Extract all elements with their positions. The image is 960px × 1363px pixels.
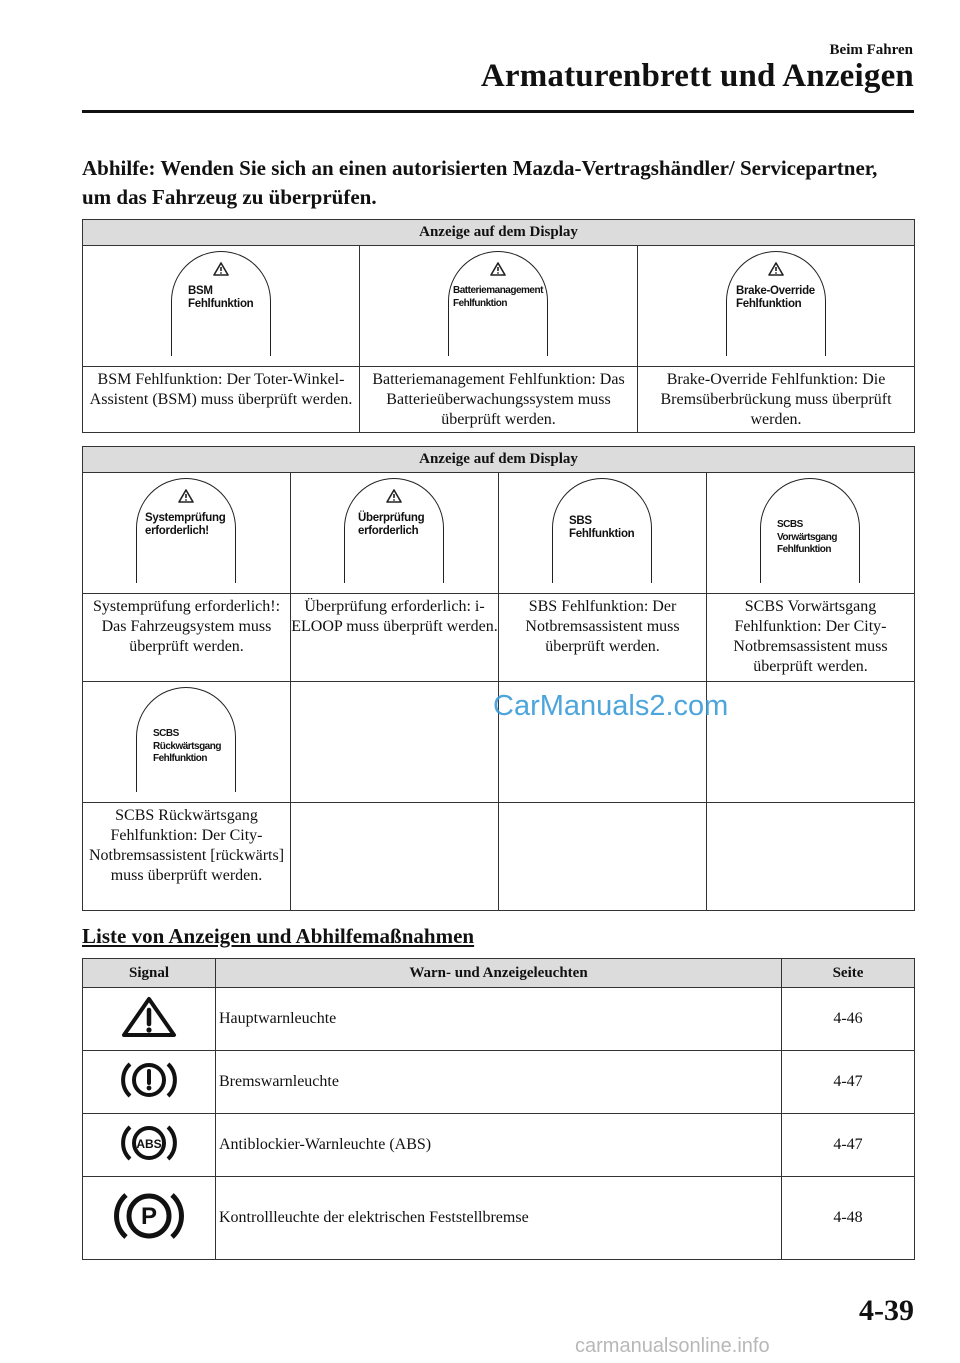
empty-cell [707, 682, 915, 803]
display-image-cell [83, 473, 291, 594]
screen-text: Systemprüfung erforderlich! [145, 512, 226, 537]
column-header-signal: Signal [83, 959, 216, 988]
empty-cell [291, 682, 499, 803]
display-description: SCBS Vorwärtsgang Fehlfunktion: Der City-Notbremsassistent muss überprüft werden. [707, 594, 915, 682]
display-screen [171, 251, 271, 356]
screen-text: SBS Fehlfunktion [569, 515, 635, 540]
page-number: 4-39 [859, 1294, 914, 1327]
light-name: Hauptwarnleuchte [216, 988, 782, 1051]
display-screen [136, 478, 236, 583]
page-title: Armaturenbrett und Anzeigen [480, 58, 914, 94]
warning-triangle-icon [768, 262, 784, 276]
table-header: Anzeige auf dem Display [83, 447, 915, 473]
display-image-cell [83, 246, 360, 367]
parking-brake-icon [113, 1186, 185, 1246]
screen-text: SCBS Rückwärtsgang Fehlfunktion [153, 728, 221, 764]
remedy-text: Abhilfe: Wenden Sie sich an einen autorisierten Mazda-Vertragshändler/ Servicepartner, um das Fahrzeug zu überprüfen. [82, 156, 878, 209]
display-screen [448, 251, 548, 356]
empty-cell [291, 803, 499, 911]
table-row [83, 1114, 915, 1177]
signal-cell [83, 1177, 216, 1260]
light-name: Antiblockier-Warnleuchte (ABS) [216, 1114, 782, 1177]
watermark: CarManuals2.com [493, 690, 729, 722]
page-ref: 4-47 [782, 1051, 915, 1114]
table-row [83, 1177, 915, 1260]
signal-cell [83, 988, 216, 1051]
display-image-cell [291, 473, 499, 594]
display-image-cell [360, 246, 638, 367]
display-description: Brake-Override Fehlfunktion: Die Bremsüberbrückung muss überprüft werden. [638, 367, 915, 433]
screen-text: BSM Fehlfunktion [188, 285, 254, 310]
display-table-1 [82, 219, 915, 433]
display-table-2 [82, 446, 915, 911]
display-image-cell [499, 473, 707, 594]
screen-text: Überprüfung erforderlich [358, 512, 425, 537]
warning-triangle-icon [178, 489, 194, 503]
warning-triangle-icon [386, 489, 402, 503]
page-ref: 4-48 [782, 1177, 915, 1260]
display-description: Überprüfung erforderlich: i-ELOOP muss überprüft werden. [291, 594, 499, 682]
svg-text:ABS: ABS [136, 1136, 162, 1151]
table-row [83, 1051, 915, 1114]
page-ref: 4-47 [782, 1114, 915, 1177]
light-name: Kontrollleuchte der elektrischen Feststellbremse [216, 1177, 782, 1260]
table-row [83, 988, 915, 1051]
display-screen [552, 478, 652, 583]
empty-cell [707, 803, 915, 911]
screen-text: SCBS Vorwärtsgang Fehlfunktion [777, 519, 837, 555]
screen-text: Batteriemanagement Fehlfunktion [453, 285, 543, 309]
footer-watermark: carmanualsonline.info [575, 1335, 770, 1357]
header-rule [82, 110, 914, 113]
display-image-cell [83, 682, 291, 803]
brake-warning-icon [119, 1056, 179, 1104]
display-screen [344, 478, 444, 583]
column-header-page: Seite [782, 959, 915, 988]
display-image-cell [638, 246, 915, 367]
table-header: Anzeige auf dem Display [83, 220, 915, 246]
display-screen [136, 687, 236, 792]
signal-table [82, 958, 915, 1260]
page-ref: 4-46 [782, 988, 915, 1051]
light-name: Bremswarnleuchte [216, 1051, 782, 1114]
display-description: BSM Fehlfunktion: Der Toter-Winkel-Assistent (BSM) muss überprüft werden. [83, 367, 360, 433]
display-screen [760, 478, 860, 583]
svg-text:P: P [140, 1202, 158, 1230]
signal-cell [83, 1114, 216, 1177]
display-description: Systemprüfung erforderlich!: Das Fahrzeugsystem muss überprüft werden. [83, 594, 291, 682]
display-description: SCBS Rückwärtsgang Fehlfunktion: Der City-Notbremsassistent [rückwärts] muss überprüft werden. [83, 803, 291, 911]
warning-triangle-icon [213, 262, 229, 276]
column-header-lights: Warn- und Anzeigeleuchten [216, 959, 782, 988]
display-screen [726, 251, 826, 356]
display-description: Batteriemanagement Fehlfunktion: Das Batterieüberwachungssystem muss überprüft werden. [360, 367, 638, 433]
abs-icon [119, 1119, 179, 1167]
screen-text: Brake-Override Fehlfunktion [736, 285, 815, 310]
signal-cell [83, 1051, 216, 1114]
warning-triangle-icon [490, 262, 506, 276]
empty-cell [499, 803, 707, 911]
warning-triangle-icon [119, 995, 179, 1039]
list-heading: Liste von Anzeigen und Abhilfemaßnahmen [82, 924, 475, 948]
display-image-cell [707, 473, 915, 594]
display-description: SBS Fehlfunktion: Der Notbremsassistent muss überprüft werden. [499, 594, 707, 682]
section-label: Beim Fahren [829, 42, 913, 58]
